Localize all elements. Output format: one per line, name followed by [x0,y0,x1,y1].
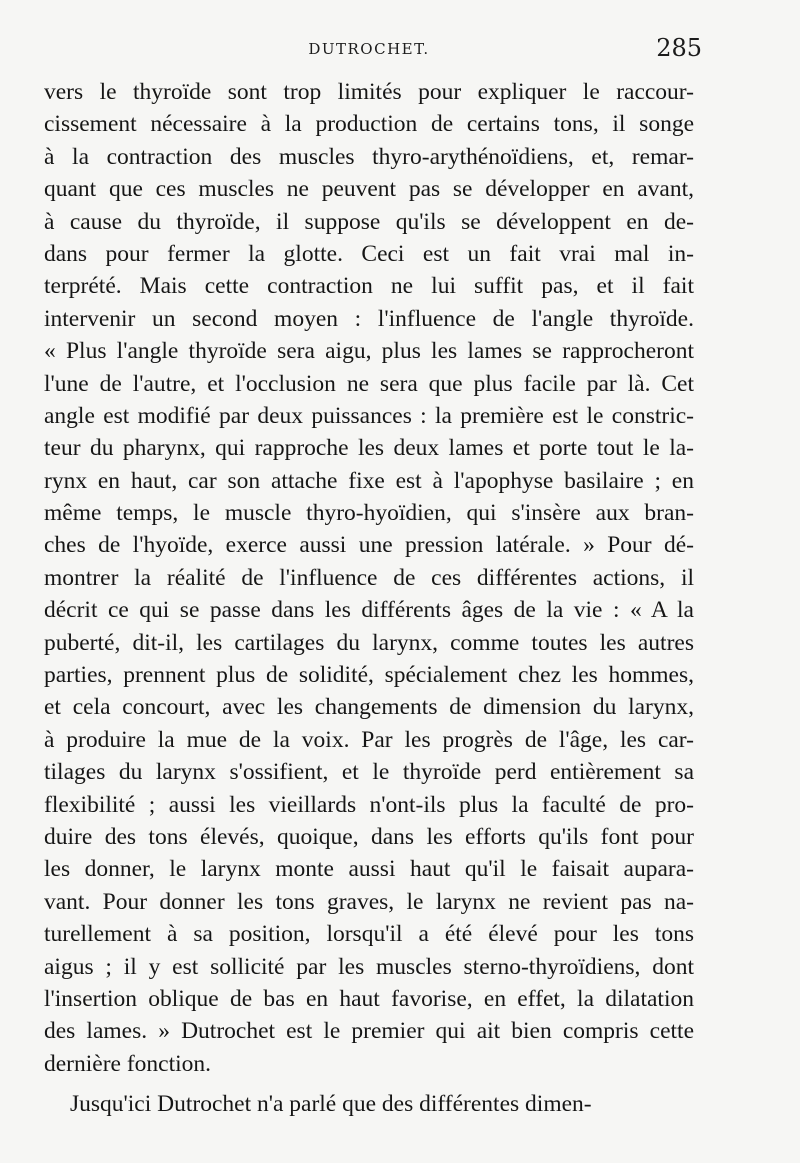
text-line: intervenir un second moyen : l'influence de l'angle thyroïde. [44,305,694,332]
text-line: les donner, le larynx monte aussi haut qu'il le faisait aupara- [44,856,694,883]
text-line: des lames. » Dutrochet est le premier qui ait bien compris cette [44,1018,694,1045]
text-line: à cause du thyroïde, il suppose qu'ils se développent en de- [44,208,694,235]
text-line: teur du pharynx, qui rapproche les deux lames et porte tout le la- [44,435,694,462]
text-line: cissement nécessaire à la production de certains tons, il songe [44,111,694,138]
text-line: vant. Pour donner les tons graves, le larynx ne revient pas na- [44,888,694,915]
running-head: DUTROCHET. [308,40,430,58]
text-line: même temps, le muscle thyro-hyoïdien, qui s'insère aux bran- [44,500,694,527]
text-line: à produire la mue de la voix. Par les progrès de l'âge, les car- [44,726,694,753]
text-line: turellement à sa position, lorsqu'il a été élevé pour les tons [44,921,694,948]
page-header [44,30,702,66]
text-line: dernière fonction. [44,1050,212,1077]
text-line: puberté, dit-il, les cartilages du larynx, comme toutes les autres [44,629,694,656]
body-text [44,76,694,1121]
text-line: l'insertion oblique de bas en haut favorise, en effet, la dilatation [44,985,694,1012]
text-line: montrer la réalité de l'influence de ces différentes actions, il [44,564,694,591]
text-line: duire des tons élevés, quoique, dans les efforts qu'ils font pour [44,823,694,850]
text-line: ches de l'hyoïde, exerce aussi une pression latérale. » Pour dé- [44,532,694,559]
text-line: terprété. Mais cette contraction ne lui suffit pas, et il fait [44,273,694,300]
text-line: à la contraction des muscles thyro-arythénoïdiens, et, remar- [44,143,694,170]
text-line: parties, prennent plus de solidité, spécialement chez les hommes, [44,662,694,689]
text-line: tilages du larynx s'ossifient, et le thyroïde perd entièrement sa [44,759,694,786]
text-line: rynx en haut, car son attache fixe est à l'apophyse basilaire ; en [44,467,694,494]
text-line: angle est modifié par deux puissances : la première est le constric- [44,402,694,429]
text-line: et cela concourt, avec les changements de dimension du larynx, [44,694,694,721]
text-line: Jusqu'ici Dutrochet n'a parlé que des différentes dimen- [70,1091,592,1118]
text-line: décrit ce qui se passe dans les différents âges de la vie : « A la [44,597,694,624]
text-line: dans pour fermer la glotte. Ceci est un fait vrai mal in- [44,240,694,267]
text-line: « Plus l'angle thyroïde sera aigu, plus les lames se rapprocheront [44,338,694,365]
paragraph [44,76,694,1080]
text-line: flexibilité ; aussi les vieillards n'ont-ils plus la faculté de pro- [44,791,694,818]
page-number: 285 [656,34,702,62]
text-line: quant que ces muscles ne peuvent pas se développer en avant, [44,176,694,203]
text-line: aigus ; il y est sollicité par les muscles sterno-thyroïdiens, dont [44,953,694,980]
paragraph [44,1088,694,1120]
paragraphs [44,76,694,1121]
text-line: l'une de l'autre, et l'occlusion ne sera que plus facile par là. Cet [44,370,694,397]
text-line: vers le thyroïde sont trop limités pour expliquer le raccour- [44,79,694,105]
